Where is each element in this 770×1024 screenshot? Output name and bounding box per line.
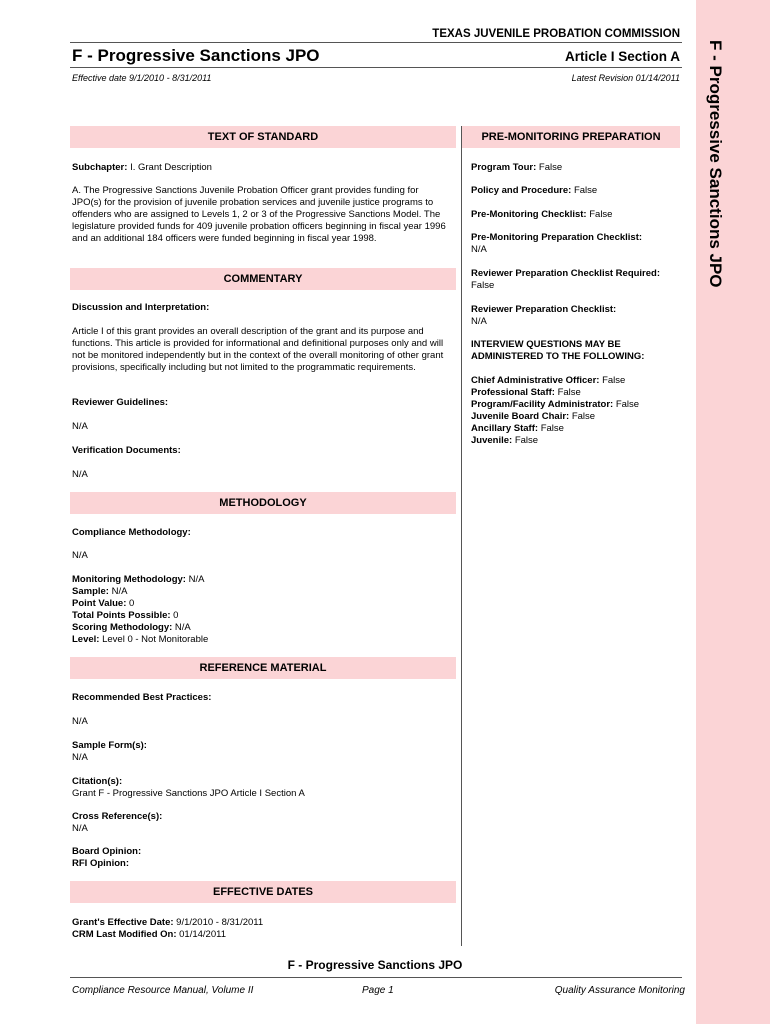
grant-effective-date-label: Grant's Effective Date: bbox=[72, 917, 174, 928]
reviewer-checklist bbox=[471, 304, 681, 328]
monitoring-methodology-value: N/A bbox=[188, 574, 205, 585]
monitoring-methodology-label: Monitoring Methodology: bbox=[72, 574, 186, 585]
facility-value: False bbox=[615, 399, 640, 410]
premonitoring-prep-value: N/A bbox=[471, 244, 487, 255]
section-heading-effective-dates: EFFECTIVE DATES bbox=[70, 881, 456, 903]
citations-value: Grant F - Progressive Sanctions JPO Article I Section A bbox=[72, 788, 305, 799]
interviewee-facility bbox=[471, 399, 681, 411]
interview-heading: INTERVIEW QUESTIONS MAY BE ADMINISTERED TO THE FOLLOWING: bbox=[471, 339, 645, 362]
document-title: F - Progressive Sanctions JPO bbox=[72, 46, 320, 65]
scoring-methodology-value: N/A bbox=[174, 622, 191, 633]
board-chair-value: False bbox=[571, 411, 596, 422]
sample-forms bbox=[72, 740, 450, 764]
footer-page-number: Page 1 bbox=[362, 985, 394, 996]
footer-manual: Compliance Resource Manual, Volume II bbox=[72, 985, 254, 996]
compliance-methodology-value: N/A bbox=[72, 550, 88, 561]
reviewer-guidelines-value: N/A bbox=[72, 421, 88, 432]
point-value-label: Point Value: bbox=[72, 598, 127, 609]
organization-name: TEXAS JUVENILE PROBATION COMMISSION bbox=[432, 28, 680, 40]
premonitoring-prep-checklist bbox=[471, 232, 681, 256]
opinions bbox=[72, 846, 450, 870]
total-points-value: 0 bbox=[173, 610, 179, 621]
discussion-text: Article I of this grant provides an overall description of the grant and its purpose and functions. This article is provided for informational and definitional purposes only and will not be monitored independently but in the context of the overall monitoring of other grant provisions, specifically including but not limited to the programmatic requirements. bbox=[72, 326, 444, 373]
monitoring-methodology bbox=[72, 574, 450, 586]
side-title: F - Progressive Sanctions JPO bbox=[706, 40, 725, 288]
reviewer-checklist-required-label: Reviewer Preparation Checklist Required: bbox=[471, 268, 661, 279]
reviewer-checklist-value: N/A bbox=[471, 316, 487, 327]
column-divider bbox=[461, 126, 462, 946]
premonitoring-prep-label: Pre-Monitoring Preparation Checklist: bbox=[471, 232, 643, 243]
level-label: Level: bbox=[72, 634, 100, 645]
footer-rule bbox=[70, 977, 682, 978]
compliance-methodology-label: Compliance Methodology: bbox=[72, 527, 191, 538]
grant-effective-date-value: 9/1/2010 - 8/31/2011 bbox=[176, 917, 264, 928]
board-opinion-label: Board Opinion: bbox=[72, 846, 142, 857]
cross-reference-value: N/A bbox=[72, 823, 88, 834]
effective-date-range: Effective date 9/1/2010 - 8/31/2011 bbox=[72, 73, 212, 83]
discussion-label: Discussion and Interpretation: bbox=[72, 302, 210, 313]
latest-revision: Latest Revision 01/14/2011 bbox=[571, 73, 680, 83]
juvenile-value: False bbox=[514, 435, 539, 446]
scoring-methodology bbox=[72, 622, 450, 634]
section-heading-standard: TEXT OF STANDARD bbox=[70, 126, 456, 148]
interviewee-staff bbox=[471, 387, 681, 399]
rfi-opinion-label: RFI Opinion: bbox=[72, 858, 129, 869]
point-value bbox=[72, 598, 450, 610]
grant-effective-date bbox=[72, 917, 450, 929]
crm-last-modified bbox=[72, 929, 450, 941]
interviewee-board-chair bbox=[471, 411, 681, 423]
verification-documents-label: Verification Documents: bbox=[72, 445, 181, 456]
program-tour-value: False bbox=[538, 162, 563, 173]
interviewees bbox=[471, 375, 681, 447]
citations bbox=[72, 776, 450, 800]
best-practices-value: N/A bbox=[72, 716, 88, 727]
sample-forms-value: N/A bbox=[72, 752, 88, 763]
footer-title: F - Progressive Sanctions JPO bbox=[287, 958, 463, 972]
point-value-value: 0 bbox=[129, 598, 135, 609]
article-section: Article I Section A bbox=[564, 49, 680, 64]
sample bbox=[72, 586, 450, 598]
premonitoring-checklist-label: Pre-Monitoring Checklist: bbox=[471, 209, 587, 220]
juvenile-label: Juvenile: bbox=[471, 435, 513, 446]
sample-forms-label: Sample Form(s): bbox=[72, 740, 147, 751]
cao-label: Chief Administrative Officer: bbox=[471, 375, 600, 386]
subchapter bbox=[72, 162, 450, 174]
policy-procedure bbox=[471, 185, 681, 197]
sample-label: Sample: bbox=[72, 586, 109, 597]
total-points bbox=[72, 610, 450, 622]
header-rule-bottom bbox=[70, 67, 682, 68]
program-tour-label: Program Tour: bbox=[471, 162, 537, 173]
verification-documents-value: N/A bbox=[72, 469, 88, 480]
premonitoring-checklist-value: False bbox=[589, 209, 613, 220]
subchapter-label: Subchapter: bbox=[72, 162, 128, 173]
scoring-methodology-label: Scoring Methodology: bbox=[72, 622, 173, 633]
header-rule-top bbox=[70, 42, 682, 43]
subchapter-value: I. Grant Description bbox=[130, 162, 212, 173]
ancillary-label: Ancillary Staff: bbox=[471, 423, 539, 434]
interviewee-ancillary bbox=[471, 423, 681, 435]
section-heading-reference: REFERENCE MATERIAL bbox=[70, 657, 456, 679]
facility-label: Program/Facility Administrator: bbox=[471, 399, 614, 410]
staff-label: Professional Staff: bbox=[471, 387, 555, 398]
premonitoring-checklist bbox=[471, 209, 681, 221]
section-heading-commentary: COMMENTARY bbox=[70, 268, 456, 290]
effective-dates bbox=[72, 917, 450, 941]
section-heading-premonitoring: PRE-MONITORING PREPARATION bbox=[462, 126, 680, 148]
interviewee-juvenile bbox=[471, 435, 681, 447]
policy-procedure-label: Policy and Procedure: bbox=[471, 185, 572, 196]
citations-label: Citation(s): bbox=[72, 776, 123, 787]
reviewer-checklist-label: Reviewer Preparation Checklist: bbox=[471, 304, 617, 315]
reviewer-guidelines-label: Reviewer Guidelines: bbox=[72, 397, 169, 408]
board-chair-label: Juvenile Board Chair: bbox=[471, 411, 570, 422]
level-value: Level 0 - Not Monitorable bbox=[102, 634, 209, 645]
standard-text: A. The Progressive Sanctions Juvenile Probation Officer grant provides funding for JPO(s) for the provision of juvenile probation services and juvenile justice programs to offenders who are assigned to Levels 1, 2 or 3 of the Progressive Sanctions Model. The legislature provided funds for 409 juvenile probation officers beginning in fiscal year 1996 and an additional 184 officers were funded beginning in fiscal year 1998. bbox=[72, 185, 446, 244]
staff-value: False bbox=[557, 387, 581, 398]
cross-reference-label: Cross Reference(s): bbox=[72, 811, 163, 822]
interviewee-cao bbox=[471, 375, 681, 387]
cao-value: False bbox=[602, 375, 626, 386]
sample-value: N/A bbox=[111, 586, 128, 597]
cross-reference bbox=[72, 811, 450, 835]
crm-last-modified-label: CRM Last Modified On: bbox=[72, 929, 177, 940]
policy-procedure-value: False bbox=[573, 185, 598, 196]
reviewer-checklist-required-value: False bbox=[471, 280, 495, 291]
total-points-label: Total Points Possible: bbox=[72, 610, 171, 621]
methodology-details bbox=[72, 574, 450, 646]
reviewer-checklist-required bbox=[471, 268, 681, 292]
section-heading-methodology: METHODOLOGY bbox=[70, 492, 456, 514]
crm-last-modified-value: 01/14/2011 bbox=[179, 929, 226, 940]
best-practices-label: Recommended Best Practices: bbox=[72, 692, 212, 703]
level bbox=[72, 634, 450, 646]
footer-department: Quality Assurance Monitoring bbox=[554, 985, 685, 996]
ancillary-value: False bbox=[540, 423, 564, 434]
program-tour bbox=[471, 162, 681, 174]
